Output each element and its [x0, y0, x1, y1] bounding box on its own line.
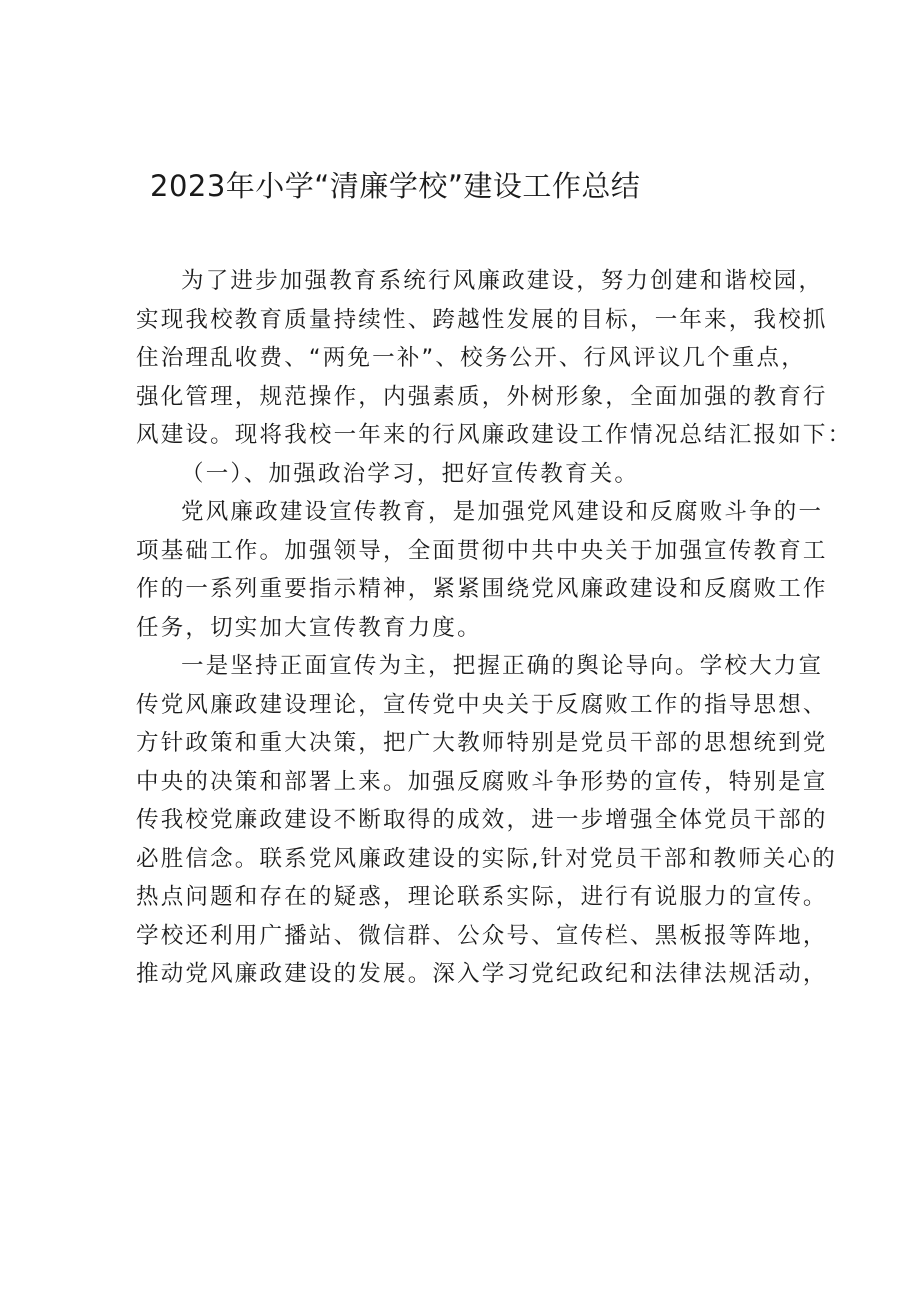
text-line: 为了进步加强教育系统行风廉政建设，努力创建和谐校园， [181, 268, 824, 294]
text-line: 项基础工作。加强领导，全面贯彻中共中央关于加强宣传教育工 [136, 537, 828, 564]
text-line: 实现我校教育质量持续性、跨越性发展的目标，一年来，我校抓 [136, 306, 828, 333]
paragraph-intro [136, 262, 853, 455]
text-line: 推动党风廉政建设的发展。深入学习党纪政纪和法律法规活动， [136, 961, 828, 987]
document-title: 2023年小学“清廉学校”建设工作总结 [150, 169, 641, 203]
text-line: （一）、加强政治学习，把好宣传教育关。 [181, 460, 640, 487]
text-line: 作的一系列重要指示精神，紧紧围绕党风廉政建设和反腐败工作 [136, 576, 828, 602]
text-line: 热点问题和存在的疑惑，理论联系实际，进行有说服力的宣传。 [136, 884, 828, 910]
paragraph-publicity [136, 647, 837, 994]
section-heading [136, 455, 808, 494]
text-line: 方针政策和重大决策，把广大教师特别是党员干部的思想统到党 [136, 730, 828, 756]
text-line: 住治理乱收费、“两免一补”、校务公开、行风评议几个重点， [136, 345, 806, 371]
paragraph-education [136, 493, 828, 647]
text-line: 学校还利用广播站、微信群、公众号、宣传栏、黑板报等阵地， [136, 922, 828, 949]
text-line: 必胜信念。联系党风廉政建设的实际,针对党员干部和教师关心的 [136, 845, 837, 872]
text-line: 强化管理，规范操作，内强素质，外树形象，全面加强的教育行 [136, 383, 828, 410]
text-line: 中央的决策和部署上来。加强反腐败斗争形势的宣传，特别是宣 [136, 768, 828, 795]
text-line: 一是坚持正面宣传为主，把握正确的舆论导向。学校大力宣 [181, 653, 824, 679]
text-line: 风建设。现将我校一年来的行风廉政建设工作情况总结汇报如下： [136, 422, 853, 448]
text-line: 传党风廉政建设理论，宣传党中央关于反腐败工作的指导思想、 [136, 691, 828, 718]
document-body [136, 262, 853, 994]
text-line: 传我校党廉政建设不断取得的成效，进一步增强全体党员干部的 [136, 807, 828, 833]
text-line: 任务，切实加大宣传教育力度。 [136, 614, 482, 641]
text-line: 党风廉政建设宣传教育，是加强党风建设和反腐败斗争的一 [181, 499, 824, 525]
